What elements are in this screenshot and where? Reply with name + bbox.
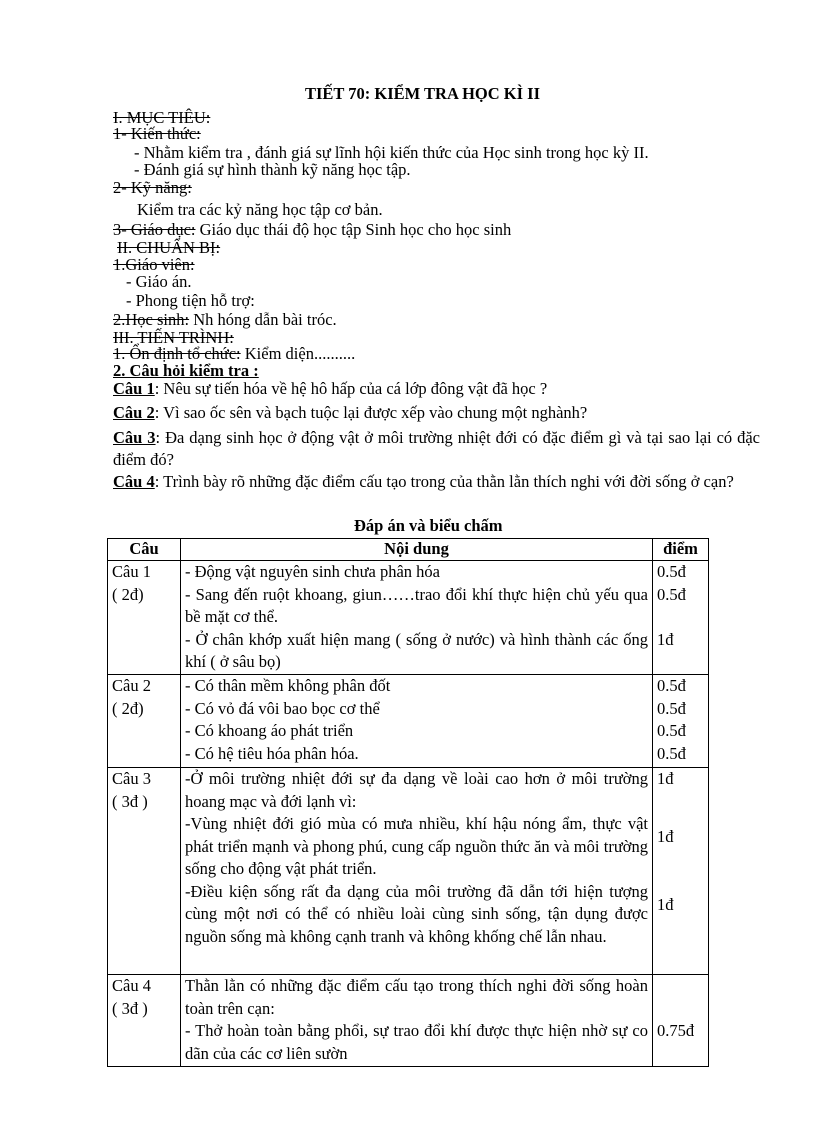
item-points bbox=[657, 975, 704, 1020]
table-row bbox=[108, 768, 709, 975]
item-points: 0.75đ bbox=[657, 1021, 695, 1040]
content-cell bbox=[181, 768, 653, 975]
item-points: 0.5đ bbox=[657, 698, 686, 718]
question-1 bbox=[113, 379, 547, 399]
question-cell bbox=[108, 768, 181, 975]
row-total-points: ( 2đ) bbox=[112, 698, 144, 718]
answer-key-table bbox=[107, 538, 709, 1067]
question-cell bbox=[108, 975, 181, 1067]
teacher-heading: 1.Giáo viên: bbox=[113, 255, 195, 274]
question-cell bbox=[108, 675, 181, 768]
student-text: Nh hóng dẫn bài tróc. bbox=[189, 310, 337, 329]
item-points: 1đ bbox=[657, 769, 674, 788]
content-cell bbox=[181, 975, 653, 1067]
education-heading: 3- Giáo dục: bbox=[113, 220, 196, 239]
answer-item: -Điều kiện sống rất đa dạng của môi trường đã dẫn tới hiện tượng cùng một nơi có thể có nhiều loài cùng sinh sống, tận dụng được nguồn sống mà không cạnh tranh và không khống chế lẫn nhau. bbox=[185, 881, 648, 946]
table-header-row bbox=[108, 539, 709, 561]
answer-item: Thằn lằn có những đặc điểm cấu tạo trong thích nghi đời sống hoàn toàn trên cạn: bbox=[185, 976, 648, 1018]
skills-heading: 2- Kỹ năng: bbox=[113, 178, 192, 197]
row-total-points: ( 3đ ) bbox=[112, 998, 148, 1018]
header-points: điểm bbox=[653, 539, 709, 561]
content-cell bbox=[181, 675, 653, 768]
item-points: 0.5đ bbox=[657, 743, 686, 763]
header-question: Câu bbox=[108, 539, 181, 561]
answer-item: - Thở hoàn toàn bằng phổi, sự trao đổi khí được thực hiện nhờ sự co dãn của các cơ liên sườn bbox=[185, 1021, 648, 1063]
objectives-heading: I. MỤC TIÊU: bbox=[113, 108, 211, 127]
question-4 bbox=[113, 471, 760, 493]
row-question: Câu 4 bbox=[112, 976, 151, 995]
step2-heading: 2. Câu hỏi kiểm tra : bbox=[113, 361, 259, 380]
answer-item: - Sang đến ruột khoang, giun……trao đổi khí thực hiện chủ yếu qua bề mặt cơ thể. bbox=[185, 584, 648, 626]
points-cell bbox=[653, 561, 709, 675]
answer-item: -Vùng nhiệt đới gió mùa có mưa nhiều, khí hậu nóng ẩm, thực vật phát triển mạnh và phong phú, cung cấp nguồn thức ăn và môi trường sống cho động vật phát triển. bbox=[185, 814, 648, 878]
education-line bbox=[113, 220, 511, 240]
question-label: Câu 2 bbox=[113, 403, 155, 422]
answer-item: - Có khoang áo phát triển bbox=[185, 721, 354, 740]
item-points: 0.5đ bbox=[657, 721, 686, 740]
question-text: : Trình bày rõ những đặc điểm cấu tạo trong của thằn lằn thích nghi với đời sống ở cạn? bbox=[154, 472, 734, 491]
row-total-points: ( 3đ ) bbox=[112, 791, 148, 811]
student-line bbox=[113, 310, 337, 330]
procedure-heading: III. TIẾN TRÌNH: bbox=[113, 328, 234, 347]
question-label: Câu 3 bbox=[113, 428, 156, 447]
question-label: Câu 4 bbox=[113, 472, 155, 491]
table-row bbox=[108, 675, 709, 768]
row-question: Câu 1 bbox=[112, 562, 151, 581]
teacher-item: - Giáo án. bbox=[126, 272, 192, 291]
question-2 bbox=[113, 403, 587, 423]
item-points: 0.5đ bbox=[657, 562, 686, 581]
header-content: Nội dung bbox=[181, 539, 653, 561]
content-cell bbox=[181, 561, 653, 675]
table-row bbox=[108, 561, 709, 675]
question-cell bbox=[108, 561, 181, 675]
answer-item: - Động vật nguyên sinh chưa phân hóa bbox=[185, 562, 441, 581]
points-cell bbox=[653, 768, 709, 975]
question-label: Câu 1 bbox=[113, 379, 155, 398]
answer-item: - Ở chân khớp xuất hiện mang ( sống ở nước) và hình thành các ống khí ( ở sâu bọ) bbox=[185, 629, 648, 671]
knowledge-heading: 1- Kiến thức: bbox=[113, 124, 201, 143]
question-text: : Nêu sự tiến hóa về hệ hô hấp của cá lớp đông vật đã học ? bbox=[154, 379, 548, 398]
item-points: 0.5đ bbox=[657, 676, 686, 695]
row-question: Câu 3 bbox=[112, 769, 151, 788]
knowledge-item: - Nhằm kiểm tra , đánh giá sự lĩnh hội kiến thức của Học sinh trong học kỳ II. bbox=[134, 143, 649, 162]
skills-text: Kiểm tra các kỷ năng học tập cơ bản. bbox=[137, 200, 383, 219]
table-row bbox=[108, 975, 709, 1067]
step1-text: Kiểm diện.......... bbox=[240, 344, 356, 363]
question-text: : Đa dạng sinh học ở động vật ở môi trường nhiệt đới có đặc điểm gì và tại sao lại có đặc điểm đó? bbox=[113, 428, 761, 469]
answer-item: - Có thân mềm không phân đốt bbox=[185, 676, 391, 695]
answer-item: -Ở môi trường nhiệt đới sự đa dạng về loài cao hơn ở môi trường hoang mạc và đới lạnh vì: bbox=[185, 769, 648, 811]
preparation-heading: II. CHUẨN BỊ: bbox=[117, 238, 221, 257]
item-points: 1đ bbox=[657, 629, 674, 649]
question-3 bbox=[113, 427, 760, 471]
page-title: TIẾT 70: KIỂM TRA HỌC KÌ II bbox=[305, 84, 541, 103]
item-points: 1đ bbox=[657, 827, 674, 846]
education-text: Giáo dục thái độ học tập Sinh học cho học sinh bbox=[195, 220, 512, 239]
row-total-points: ( 2đ) bbox=[112, 584, 144, 604]
knowledge-item: - Đánh giá sự hình thành kỹ năng học tập. bbox=[134, 160, 411, 179]
item-points: 1đ bbox=[657, 895, 674, 914]
points-cell bbox=[653, 675, 709, 768]
teacher-item: - Phong tiện hỗ trợ: bbox=[126, 291, 255, 310]
points-cell bbox=[653, 975, 709, 1067]
question-text: : Vì sao ốc sên và bạch tuộc lại được xếp vào chung một nghành? bbox=[154, 403, 588, 422]
row-question: Câu 2 bbox=[112, 676, 151, 695]
answer-item: - Có hệ tiêu hóa phân hóa. bbox=[185, 743, 359, 763]
student-heading: 2.Học sinh: bbox=[113, 310, 190, 329]
answer-key-title: Đáp án và biểu chấm bbox=[354, 516, 503, 535]
step1-heading: 1. Ổn định tổ chức: bbox=[113, 344, 241, 363]
answer-item: - Có vỏ đá vôi bao bọc cơ thể bbox=[185, 698, 380, 718]
item-points: 0.5đ bbox=[657, 584, 686, 604]
